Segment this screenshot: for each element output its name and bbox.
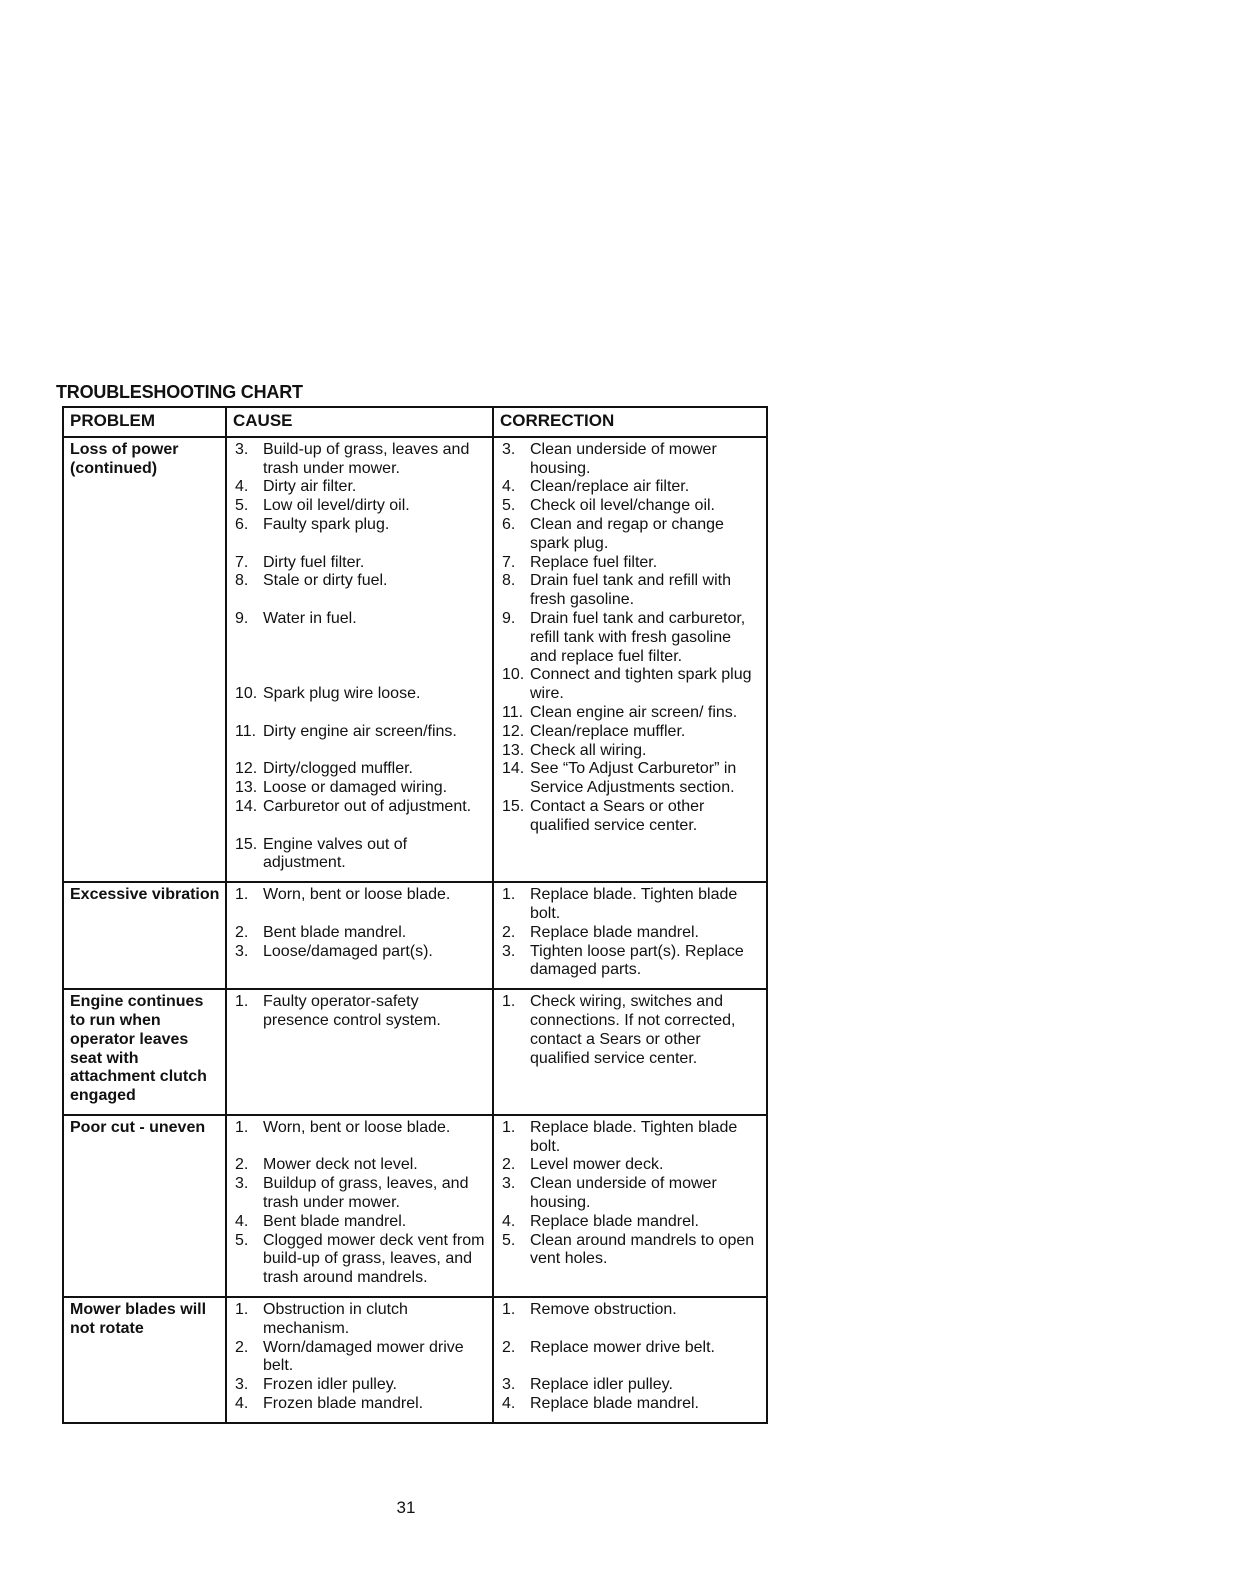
list-item: 2. Mower deck not level. (235, 1156, 418, 1174)
cause-cell (226, 1297, 493, 1423)
list-item: 7. Replace fuel filter. (502, 553, 658, 571)
list-item: 5. Clean around mandrels to open vent holes. (502, 1231, 755, 1268)
list-item: 8. Stale or dirty fuel. (235, 572, 388, 590)
list-item: 1. Faulty operator-safety presence control system. (235, 993, 441, 1029)
list-item: 12. Clean/replace muffler. (502, 722, 686, 740)
list-item: 4. Clean/replace air filter. (502, 478, 690, 496)
list-item: 15. Contact a Sears or other qualified service center. (502, 797, 705, 834)
list-item: 1. Worn, bent or loose blade. (235, 886, 451, 904)
list-item: 11. Clean engine air screen/ fins. (502, 703, 738, 721)
list-item: 8. Drain fuel tank and refill with fresh gasoline. (502, 572, 731, 609)
page-number: 31 (396, 1498, 416, 1517)
correction-cell (493, 1115, 767, 1297)
troubleshooting-table (62, 406, 768, 1424)
list-item: 1. Check wiring, switches and connections. If not corrected, contact a Sears or other qualified service center. (502, 993, 736, 1067)
problem-cell: Engine continues to run when operator leaves seat with attachment clutch engaged (63, 989, 226, 1115)
list-item: 10. Spark plug wire loose. (235, 685, 421, 703)
table-header-row (63, 407, 767, 437)
list-item: 15. Engine valves out of adjustment. (235, 835, 408, 872)
cause-cell (226, 1115, 493, 1297)
list-item: 3. Replace idler pulley. (502, 1376, 673, 1394)
list-item: 2. Level mower deck. (502, 1156, 664, 1174)
list-item: 13. Check all wiring. (502, 741, 647, 759)
list-item: 5. Low oil level/dirty oil. (235, 497, 410, 515)
list-item: 1. Replace blade. Tighten blade bolt. (502, 886, 738, 922)
header-problem: PROBLEM (63, 407, 226, 437)
list-item: 3. Buildup of grass, leaves, and trash under mower. (235, 1175, 469, 1212)
list-item: 12. Dirty/clogged muffler. (235, 760, 413, 778)
list-item: 4. Replace blade mandrel. (502, 1212, 699, 1230)
table-row (63, 989, 767, 1115)
list-item: 9. Water in fuel. (235, 609, 357, 627)
problem-cell: Excessive vibration (63, 882, 226, 989)
problem-cell: Mower blades will not rotate (63, 1297, 226, 1423)
list-item: 4. Bent blade mandrel. (235, 1212, 407, 1230)
cause-cell (226, 989, 493, 1115)
list-item: 3. Clean underside of mower housing. (502, 440, 717, 477)
list-item: 13. Loose or damaged wiring. (235, 779, 448, 797)
list-item: 3. Clean underside of mower housing. (502, 1175, 717, 1212)
chart-title: TROUBLESHOOTING CHART (56, 382, 303, 402)
cause-cell (226, 882, 493, 989)
table-row (63, 437, 767, 882)
list-item: 5. Check oil level/change oil. (502, 497, 715, 515)
list-item: 1. Replace blade. Tighten blade bolt. (502, 1118, 738, 1155)
table-row (63, 1115, 767, 1297)
table-row (63, 1297, 767, 1423)
list-item: 14. See “To Adjust Carburetor” in Service Adjustments section. (502, 760, 737, 797)
problem-cell: Poor cut - uneven (63, 1115, 226, 1297)
list-item: 6. Faulty spark plug. (235, 515, 390, 533)
list-item: 2. Replace blade mandrel. (502, 923, 699, 941)
list-item: 2. Bent blade mandrel. (235, 923, 407, 941)
cause-cell (226, 437, 493, 882)
list-item: 4. Frozen blade mandrel. (235, 1395, 424, 1413)
correction-cell (493, 1297, 767, 1423)
correction-cell (493, 882, 767, 989)
list-item: 3. Build-up of grass, leaves and trash under mower. (235, 440, 470, 477)
list-item: 3. Frozen idler pulley. (235, 1376, 397, 1394)
list-item: 5. Clogged mower deck vent from build-up of grass, leaves, and trash around mandrels. (235, 1231, 485, 1287)
list-item: 10. Connect and tighten spark plug wire. (502, 666, 752, 703)
correction-cell (493, 437, 767, 882)
list-item: 9. Drain fuel tank and carburetor, refill tank with fresh gasoline and replace fuel filter. (502, 609, 746, 665)
list-item: 4. Dirty air filter. (235, 478, 357, 496)
header-cause: CAUSE (226, 407, 493, 437)
header-correction: CORRECTION (493, 407, 767, 437)
list-item: 14. Carburetor out of adjustment. (235, 797, 472, 815)
list-item: 2. Worn/damaged mower drive belt. (235, 1338, 464, 1375)
list-item: 2. Replace mower drive belt. (502, 1338, 715, 1356)
problem-cell: Loss of power (continued) (63, 437, 226, 882)
list-item: 3. Tighten loose part(s). Replace damaged parts. (502, 942, 744, 979)
correction-cell (493, 989, 767, 1115)
table-row (63, 882, 767, 989)
list-item: 11. Dirty engine air screen/fins. (235, 722, 457, 740)
list-item: 3. Loose/damaged part(s). (235, 942, 433, 960)
list-item: 4. Replace blade mandrel. (502, 1395, 699, 1413)
list-item: 7. Dirty fuel filter. (235, 553, 365, 571)
list-item: 1. Remove obstruction. (502, 1301, 677, 1319)
list-item: 1. Obstruction in clutch mechanism. (235, 1301, 408, 1337)
list-item: 1. Worn, bent or loose blade. (235, 1118, 451, 1136)
list-item: 6. Clean and regap or change spark plug. (502, 515, 724, 552)
